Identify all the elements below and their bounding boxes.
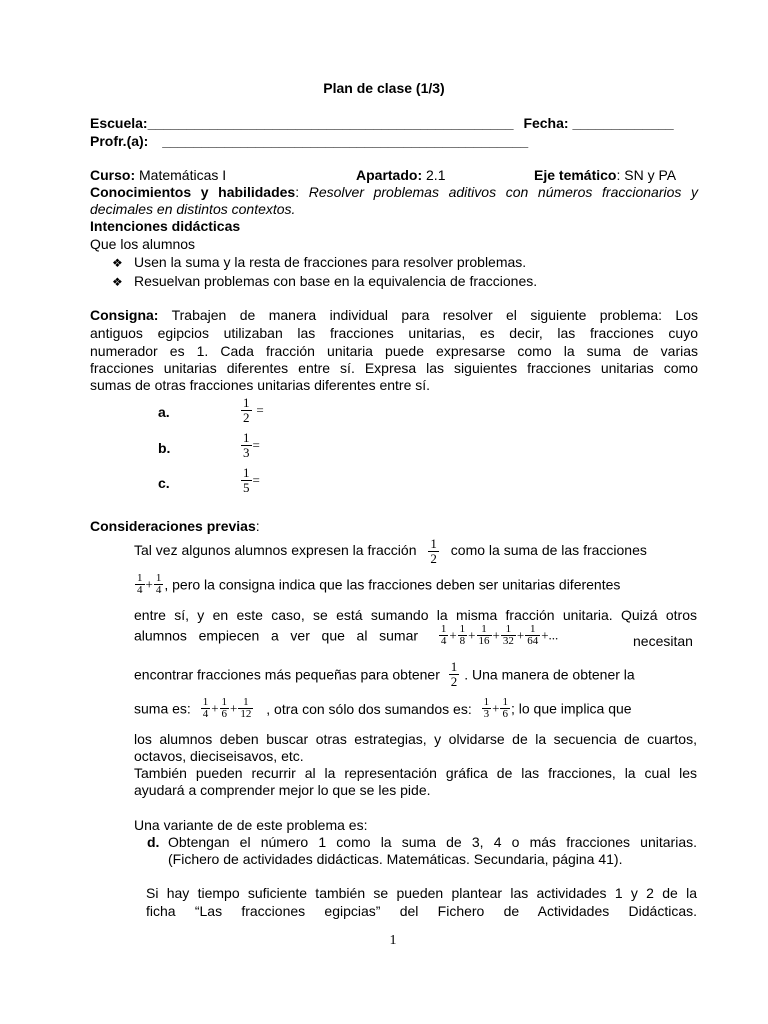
consid-line-8: octavos, dieciseisavos, etc. <box>134 748 304 764</box>
item-d-label: d. <box>147 834 160 850</box>
consid-text: suma es: <box>134 700 191 717</box>
exercise-c-expr <box>240 466 260 495</box>
fraction: $\frac{1}{8}$ <box>459 623 466 647</box>
consid-text: ; lo que implica que <box>510 700 632 717</box>
consigna-line-5: sumas de otras fracciones unitarias diferentes entre sí. <box>90 377 431 393</box>
consideraciones-heading <box>90 518 260 534</box>
consid-line-6 <box>134 697 632 720</box>
fraction: $\frac{1}{6}$ <box>221 696 228 720</box>
consid-line-10: ayudará a comprender mejor lo que se les pide. <box>134 782 431 798</box>
fraction: $\frac{1}{5}$ <box>243 465 250 495</box>
fecha-label: Fecha: <box>523 115 569 131</box>
plus-sign: + <box>516 627 525 643</box>
fecha-blank: _____________ <box>572 115 674 131</box>
exercise-b-expr <box>240 431 260 460</box>
escuela-label: Escuela: <box>90 115 148 131</box>
fraction: $\frac{1}{4}$ <box>137 572 143 596</box>
exercise-a-label: a. <box>158 404 170 420</box>
plus-sign: + <box>492 700 500 716</box>
conocimientos-text-1: Resolver problemas aditivos con números fraccionarios y <box>308 184 699 200</box>
fraction: $\frac{1}{4}$ <box>202 696 209 720</box>
profr-blank: _______________________________________________ <box>162 133 529 149</box>
eje-tematico <box>534 167 676 183</box>
intencion-text-2: Resuelvan problemas con base en la equivalencia de fracciones. <box>134 273 538 289</box>
page-number: 1 <box>389 933 397 948</box>
conocimientos-label: Conocimientos y habilidades <box>90 184 296 200</box>
consideraciones-sep: : <box>255 518 260 534</box>
curso <box>90 167 226 183</box>
ellipsis: ... <box>548 627 559 643</box>
consid-text: alumnos empiecen a ver que al sumar <box>134 627 419 644</box>
plus-sign: + <box>230 700 238 716</box>
fraction: $\frac{1}{2}$ <box>450 659 458 689</box>
consigna-line-3: numerador es 1. Cada fracción unitaria puede expresarse como la suma de varias <box>90 343 698 359</box>
plus-sign: + <box>468 627 476 643</box>
final-line-1: Si hay tiempo suficiente también se pueden plantear las actividades 1 y 2 de la <box>146 885 697 901</box>
fraction: $\frac{1}{32}$ <box>502 623 514 647</box>
intencion-item-1 <box>112 254 526 270</box>
plus-sign: + <box>145 576 153 592</box>
page-title: Plan de clase (1/3) <box>323 80 445 96</box>
diamond-bullet-icon: ❖ <box>112 256 123 270</box>
apartado-label: Apartado: <box>356 167 423 183</box>
consid-text: encontrar fracciones más pequeñas para obtener <box>134 666 440 683</box>
consid-line-4-end: necesitan <box>633 633 693 649</box>
consid-text: Tal vez algunos alumnos expresen la fracción <box>134 542 417 559</box>
diamond-bullet-icon: ❖ <box>112 275 123 289</box>
equals-sign: = <box>256 402 264 418</box>
curso-value: Matemáticas I <box>139 167 227 183</box>
fraction: $\frac{1}{6}$ <box>502 696 508 720</box>
item-d-line-2: (Fichero de actividades didácticas. Matemáticas. Secundaria, página 41). <box>168 851 623 867</box>
fraction: $\frac{1}{16}$ <box>478 623 490 647</box>
consigna-line-2: antiguos egipcios utilizaban las fracciones unitarias, es decir, las fracciones cuyo <box>90 325 698 341</box>
plus-sign: + <box>492 627 500 643</box>
consid-line-1 <box>134 537 647 566</box>
consid-line-9: También pueden recurrir al la representación gráfica de las fracciones, la cual les <box>134 765 697 781</box>
eje-label: Eje temático <box>534 167 617 183</box>
plus-sign: + <box>211 700 219 716</box>
consigna-line-1 <box>90 307 698 324</box>
profr-label: Profr.(a): <box>90 133 149 149</box>
fraction: $\frac{1}{3}$ <box>483 696 490 720</box>
equals-sign: = <box>252 472 260 488</box>
exercise-a-expr <box>240 396 264 425</box>
consid-line-2 <box>134 573 620 596</box>
consid-text: . Una manera de obtener la <box>464 666 635 683</box>
consid-text: , otra con sólo dos sumandos es: <box>266 700 472 717</box>
intencion-item-2 <box>112 273 537 289</box>
apartado-value: 2.1 <box>426 167 446 183</box>
consid-text: , pero la consigna indica que las fracciones deben ser unitarias diferentes <box>164 576 621 593</box>
consigna-label: Consigna: <box>90 307 159 323</box>
fraction: $\frac{1}{2}$ <box>243 395 250 425</box>
fraction: $\frac{1}{12}$ <box>240 696 252 720</box>
variante-intro: Una variante de de este problema es: <box>134 817 368 833</box>
eje-value: : SN y PA <box>616 167 677 183</box>
profr-line <box>90 133 528 149</box>
fraction: $\frac{1}{3}$ <box>243 430 250 460</box>
consid-line-4 <box>134 624 558 647</box>
final-line-2: ficha “Las fracciones egipcias” del Fichero de Actividades Didácticas. <box>146 903 697 919</box>
apartado <box>356 167 445 183</box>
escuela-line <box>90 115 674 131</box>
exercise-c-label: c. <box>158 475 170 491</box>
consid-line-7: los alumnos deben buscar otras estrategias, y olvidarse de la secuencia de cuartos, <box>134 731 697 747</box>
consid-text: como la suma de las fracciones <box>450 542 647 559</box>
equals-sign: = <box>252 437 260 453</box>
consigna-text-1: Trabajen de manera individual para resolver el siguiente problema: Los <box>171 307 698 323</box>
fraction: $\frac{1}{2}$ <box>430 536 437 566</box>
plus-sign: + <box>541 627 549 643</box>
exercise-b-label: b. <box>158 440 171 456</box>
intenciones-heading: Intenciones didácticas <box>90 218 241 234</box>
conocimientos-line-1 <box>90 184 698 201</box>
consid-line-3: entre sí, y en este caso, se está sumando la misma fracción unitaria. Quizá otros <box>134 607 697 623</box>
conocimientos-text-2: decimales en distintos contextos. <box>90 201 296 217</box>
intenciones-intro: Que los alumnos <box>90 236 196 252</box>
curso-label: Curso: <box>90 167 136 183</box>
consideraciones-label: Consideraciones previas <box>90 518 256 534</box>
fraction: $\frac{1}{4}$ <box>440 623 447 647</box>
item-d-line-1: Obtengan el número 1 como la suma de 3, 4 o más fracciones unitarias. <box>168 834 697 850</box>
consid-line-5 <box>134 660 635 689</box>
fraction: $\frac{1}{64}$ <box>527 623 539 647</box>
consigna-line-4: fracciones unitarias diferentes entre sí. Expresa las siguientes fracciones unitarias como <box>90 360 698 376</box>
escuela-blank: _______________________________________________ <box>147 115 514 131</box>
intencion-text-1: Usen la suma y la resta de fracciones para resolver problemas. <box>134 254 527 270</box>
plus-sign: + <box>449 627 457 643</box>
conocimientos-sep: : <box>295 184 300 200</box>
fraction: $\frac{1}{4}$ <box>155 572 162 596</box>
